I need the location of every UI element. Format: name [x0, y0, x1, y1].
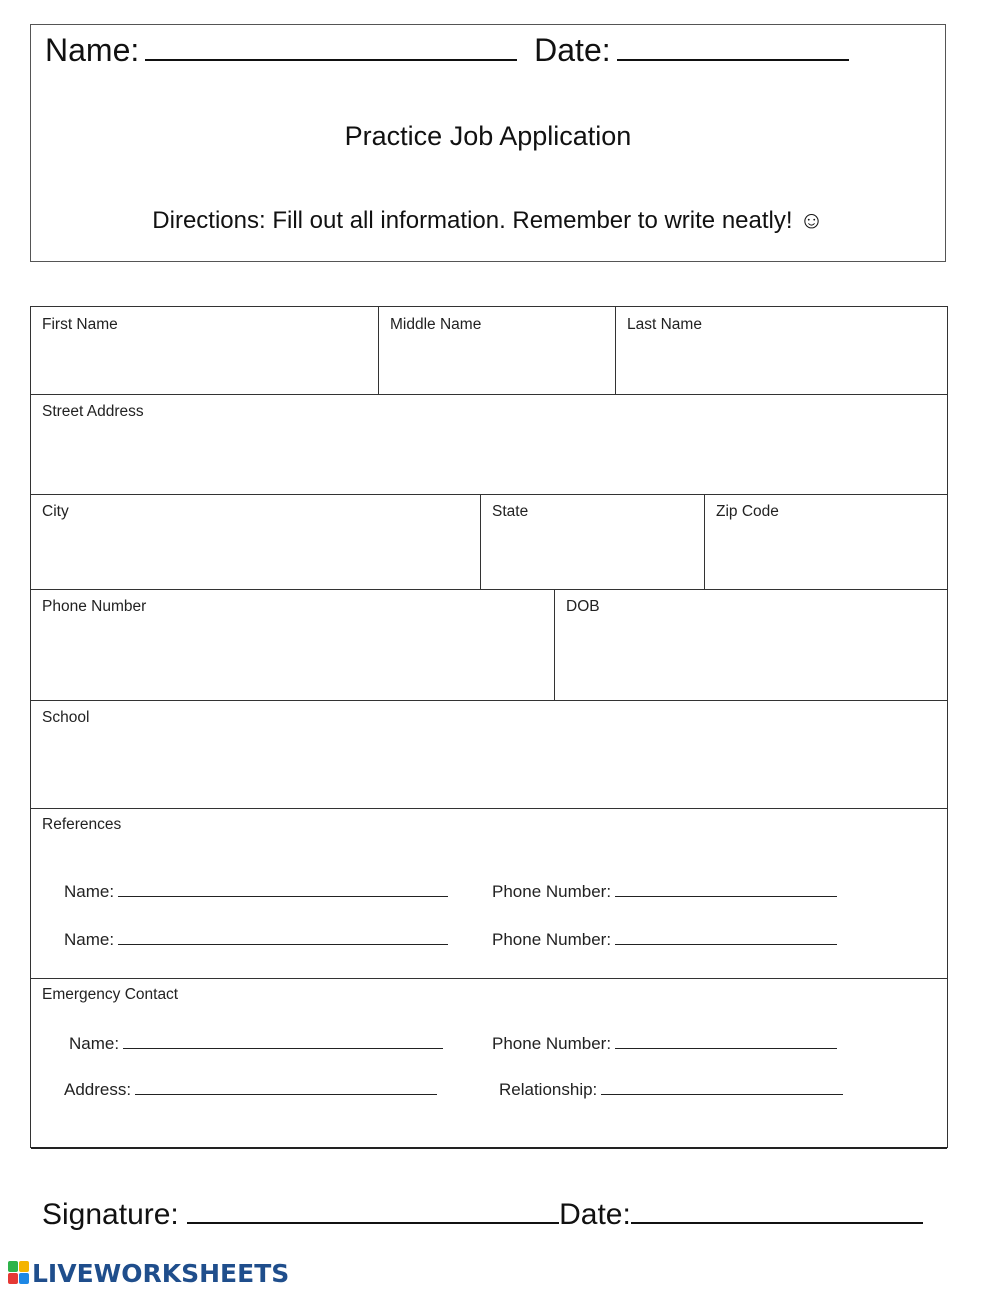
reference-1-phone[interactable]: Phone Number: — [492, 880, 837, 902]
emergency-address[interactable]: Address: — [64, 1078, 437, 1100]
city-cell[interactable] — [31, 494, 480, 589]
references-row — [31, 808, 947, 979]
phone-row — [31, 589, 947, 701]
date-label: Date: — [534, 32, 611, 68]
emergency-relationship[interactable]: Relationship: — [499, 1078, 843, 1100]
logo-text: LIVEWORKSHEETS — [32, 1258, 290, 1288]
middle-name-label: Middle Name — [390, 316, 482, 333]
emergency-row — [31, 978, 947, 1149]
header-box — [30, 24, 946, 262]
street-row[interactable] — [31, 394, 947, 495]
emergency-contact-label: Emergency Contact — [42, 986, 179, 1003]
street-address-label: Street Address — [42, 403, 144, 420]
name-blank[interactable] — [145, 29, 517, 61]
emergency-name[interactable]: Name: — [69, 1032, 443, 1054]
first-name-label: First Name — [42, 316, 118, 333]
signature-date-blank[interactable] — [631, 1194, 923, 1224]
last-name-cell[interactable] — [615, 307, 947, 394]
school-label: School — [42, 709, 90, 726]
directions-text: Directions: Fill out all information. Remember to write neatly! ☺ — [152, 207, 824, 234]
state-label: State — [492, 503, 529, 520]
zip-code-label: Zip Code — [716, 503, 779, 520]
middle-name-cell[interactable] — [378, 307, 616, 394]
name-row — [31, 307, 947, 395]
date-blank[interactable] — [617, 29, 849, 61]
dob-label: DOB — [566, 598, 600, 615]
phone-cell[interactable] — [31, 589, 554, 700]
emergency-phone[interactable]: Phone Number: — [492, 1032, 837, 1054]
signature-date-label: Date: — [559, 1198, 631, 1231]
school-row[interactable] — [31, 700, 947, 809]
state-cell[interactable] — [480, 494, 705, 589]
signature-label: Signature: — [42, 1198, 179, 1231]
dob-cell[interactable] — [554, 589, 947, 700]
zip-cell[interactable] — [704, 494, 947, 589]
application-form — [30, 306, 948, 1148]
logo-mark-icon — [8, 1261, 30, 1285]
reference-2-name[interactable]: Name: — [64, 928, 448, 950]
references-label: References — [42, 816, 122, 833]
name-date-line — [45, 29, 849, 69]
city-label: City — [42, 503, 69, 520]
signature-blank[interactable] — [187, 1194, 559, 1224]
phone-number-label: Phone Number — [42, 598, 147, 615]
signature-line — [42, 1194, 923, 1232]
first-name-cell[interactable] — [31, 307, 378, 394]
last-name-label: Last Name — [627, 316, 702, 333]
liveworksheets-logo — [8, 1260, 289, 1286]
reference-2-phone[interactable]: Phone Number: — [492, 928, 837, 950]
city-row — [31, 494, 947, 590]
page-title: Practice Job Application — [344, 121, 632, 151]
name-label: Name: — [45, 32, 140, 68]
reference-1-name[interactable]: Name: — [64, 880, 448, 902]
